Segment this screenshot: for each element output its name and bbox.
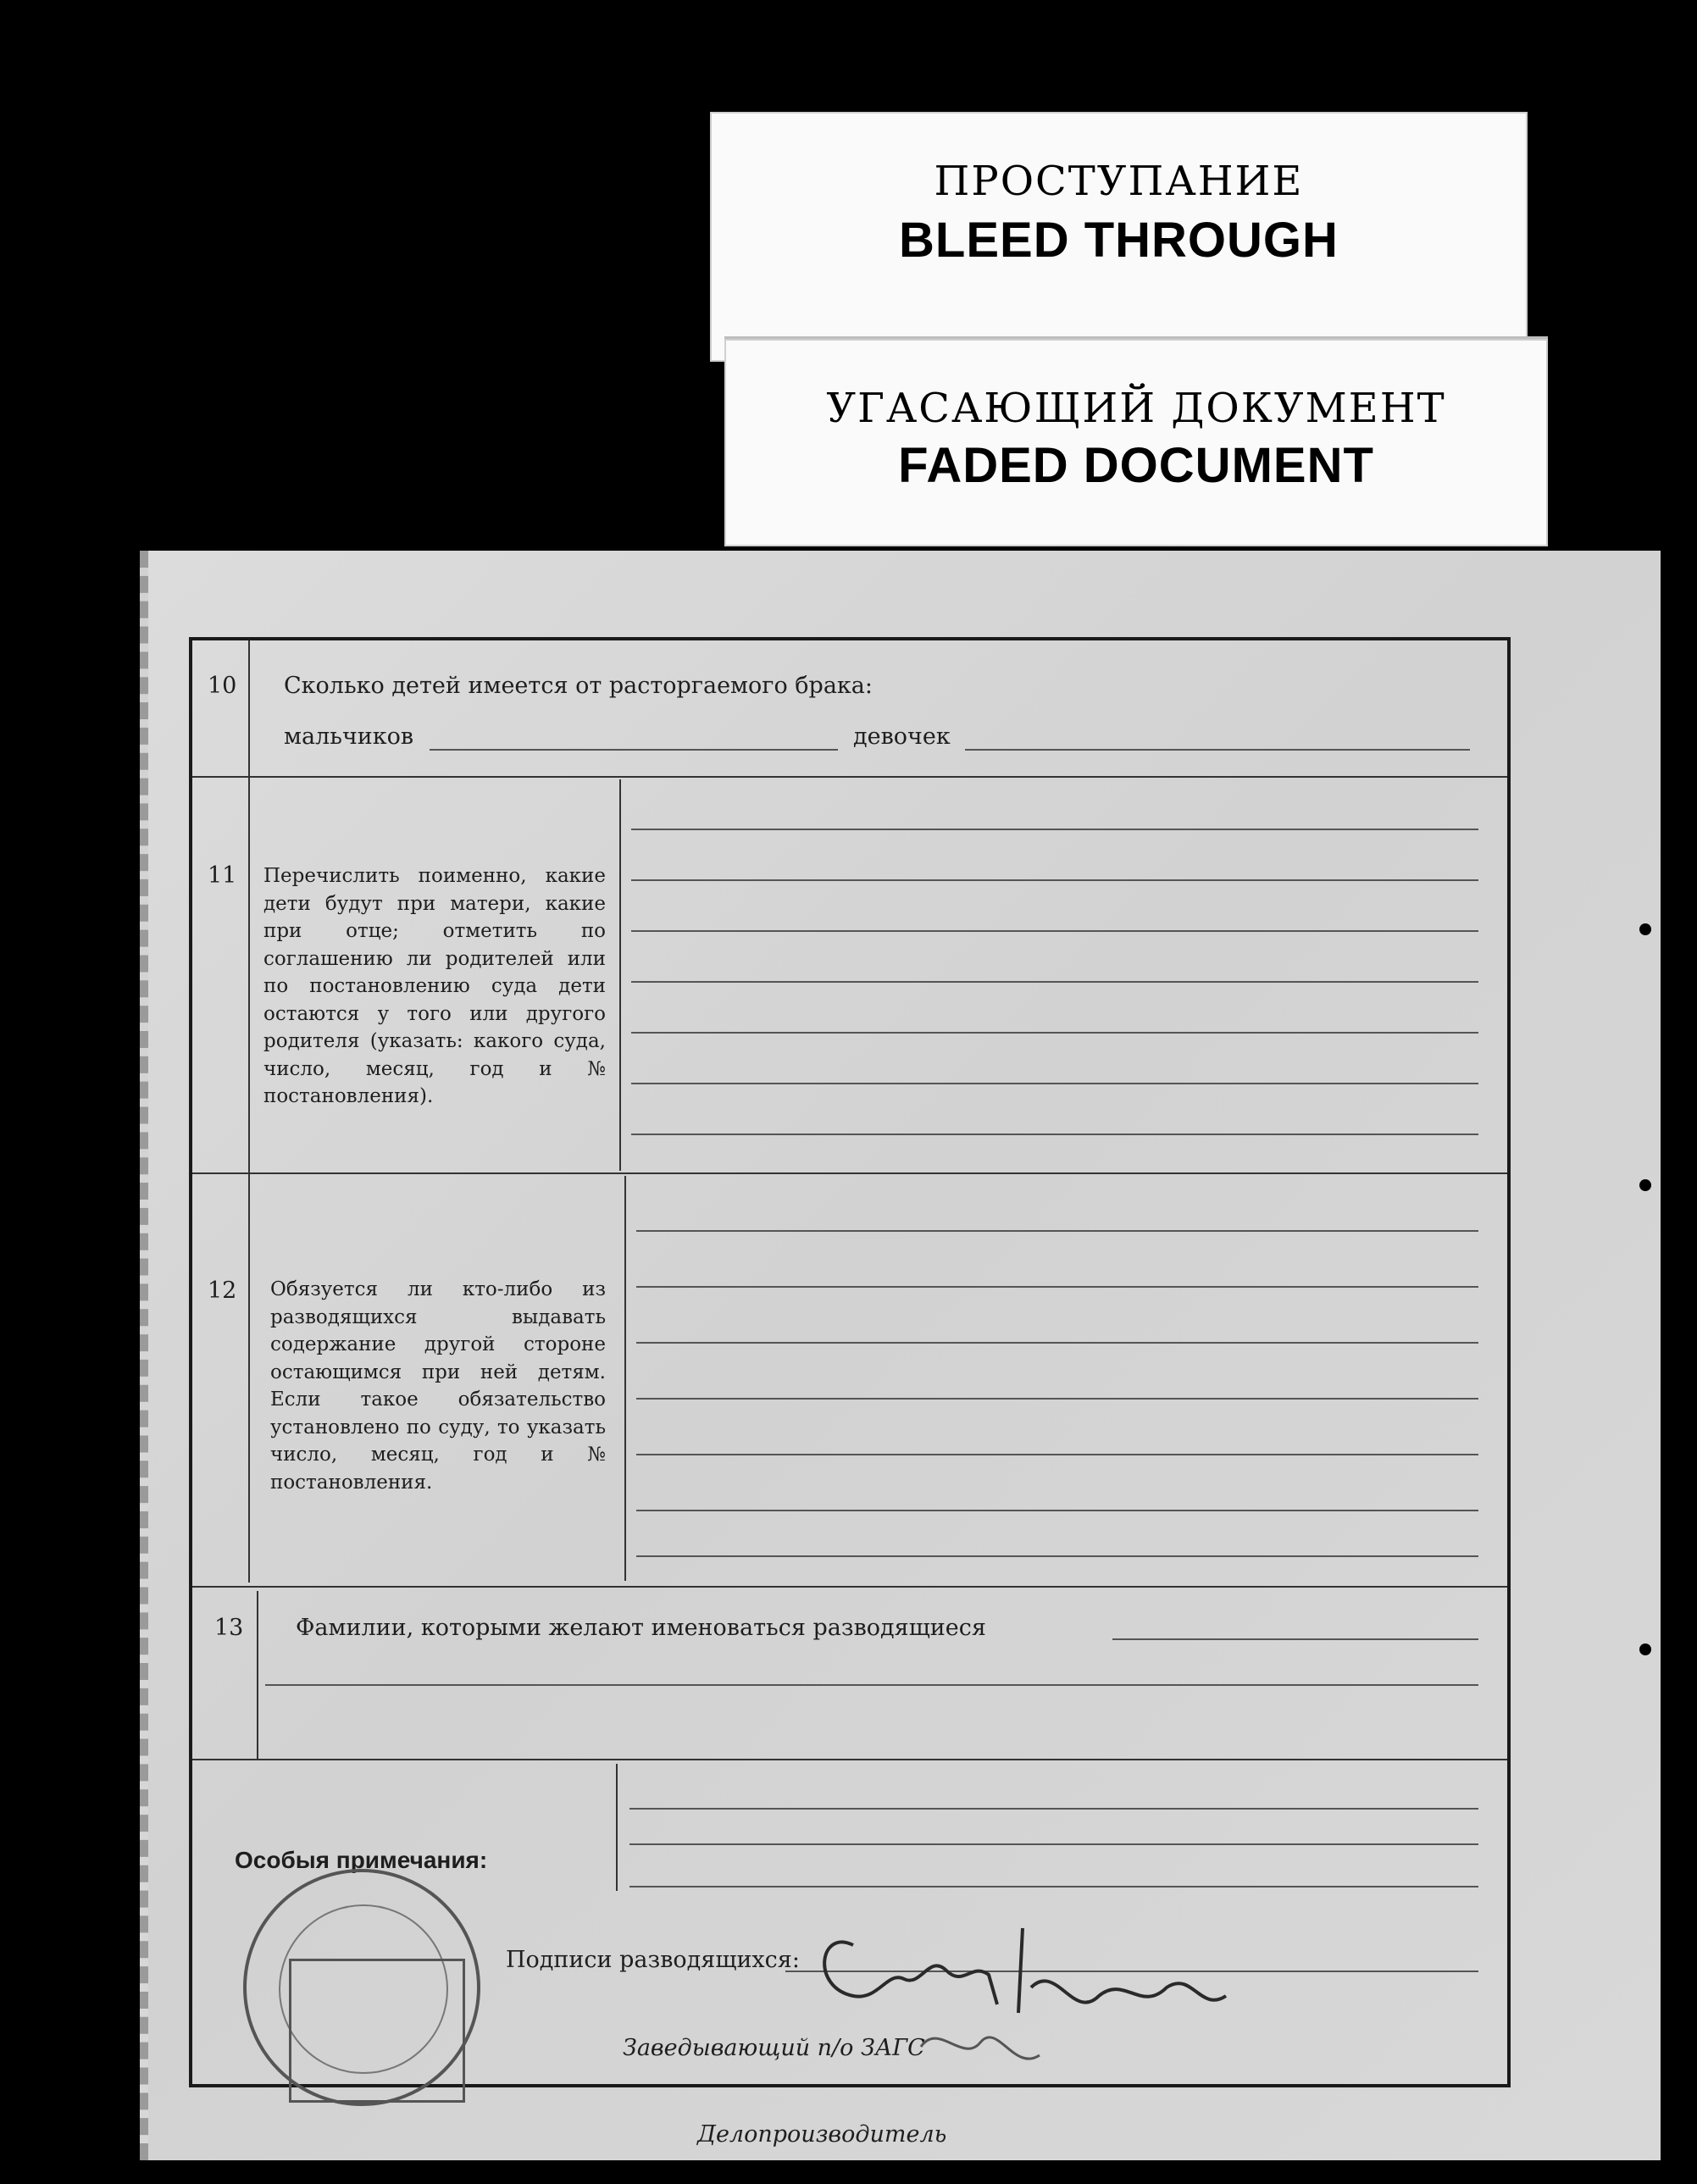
boys-count-field[interactable] <box>430 749 838 751</box>
bleed-through-label-en: BLEED THROUGH <box>899 213 1339 268</box>
row-number-10: 10 <box>208 673 237 699</box>
notes-column-divider <box>616 1764 618 1891</box>
row-12-question: Обязуется ли кто-либо из разводящихся выдавать содержание другой стороне остающимся при ней детям. Если такое обязательство установлено по суду, то указать число, месяц, год и № постановления. <box>270 1278 606 1494</box>
answer-line-row12[interactable] <box>636 1510 1478 1511</box>
binding-hole-icon <box>104 1196 116 1208</box>
special-notes-line[interactable] <box>629 1808 1478 1810</box>
row-number-11: 11 <box>208 862 237 889</box>
boys-label: мальчиков <box>284 723 414 750</box>
special-notes-label: Особыя примечания: <box>235 1847 488 1873</box>
clerk-label: Делопроизводитель <box>697 2121 947 2148</box>
answer-line-row11[interactable] <box>631 930 1478 932</box>
binding-hole-icon <box>1639 1644 1651 1655</box>
answer-line-row11[interactable] <box>631 879 1478 881</box>
row-separator <box>192 1586 1507 1588</box>
faded-document-label-ru: УГАСАЮЩИЙ ДОКУМЕНТ <box>826 385 1446 432</box>
document-page <box>140 551 1661 2160</box>
bleed-through-label-ru: ПРОСТУПАНИЕ <box>934 158 1304 205</box>
row-separator <box>192 1172 1507 1174</box>
number-column-divider <box>257 1591 258 1759</box>
answer-line-row12[interactable] <box>636 1454 1478 1455</box>
signatures-label: Подписи разводящихся: <box>506 1947 800 1973</box>
row-number-13: 13 <box>214 1615 244 1641</box>
girls-count-field[interactable] <box>965 749 1470 751</box>
surname-field-line2[interactable] <box>265 1684 1478 1686</box>
registry-head-label: Заведывающий п/о ЗАГС <box>623 2035 925 2061</box>
bleed-through-label-card <box>710 112 1528 362</box>
binding-hole-icon <box>1639 923 1651 935</box>
binding-hole-icon <box>1639 1179 1651 1191</box>
surname-field[interactable] <box>1112 1638 1478 1640</box>
answer-line-row12[interactable] <box>636 1342 1478 1344</box>
handwritten-signature <box>802 1894 1311 2115</box>
faded-document-label-en: FADED DOCUMENT <box>898 438 1374 493</box>
answer-line-row11[interactable] <box>631 1134 1478 1135</box>
answer-column-divider <box>624 1176 626 1581</box>
answer-column-divider <box>619 779 621 1171</box>
row-number-12: 12 <box>208 1278 237 1304</box>
answer-line-row12[interactable] <box>636 1398 1478 1400</box>
answer-line-row11[interactable] <box>631 981 1478 983</box>
special-notes-line[interactable] <box>629 1886 1478 1887</box>
row-11-question: Перечислить поименно, какие дети будут при матери, какие при отце; отметить по соглашению ли родителей или по постановлению суда дети остаются у того или другого родителя (указать: какого суда, число, месяц, год и № постановления). <box>263 865 606 1107</box>
row-13-question: Фамилии, которыми желают именоваться разводящиеся <box>296 1615 986 1641</box>
registry-stamp-box <box>289 1959 465 2103</box>
special-notes-line[interactable] <box>629 1843 1478 1845</box>
faded-document-label-card <box>724 339 1548 546</box>
answer-line-row12[interactable] <box>636 1230 1478 1232</box>
number-column-divider <box>248 640 250 1583</box>
girls-label: девочек <box>853 723 951 750</box>
answer-line-row11[interactable] <box>631 1032 1478 1034</box>
answer-line-row12[interactable] <box>636 1555 1478 1557</box>
row-separator <box>192 776 1507 778</box>
binding-hole-icon <box>104 1667 116 1679</box>
row-10-question: Сколько детей имеется от расторгаемого брака: <box>284 673 873 699</box>
answer-line-row11[interactable] <box>631 829 1478 830</box>
answer-line-row11[interactable] <box>631 1083 1478 1084</box>
row-separator <box>192 1759 1507 1760</box>
answer-line-row12[interactable] <box>636 1286 1478 1288</box>
registry-stamp <box>243 1869 480 2106</box>
form-frame <box>189 637 1511 2148</box>
binding-hole-icon <box>104 934 116 945</box>
